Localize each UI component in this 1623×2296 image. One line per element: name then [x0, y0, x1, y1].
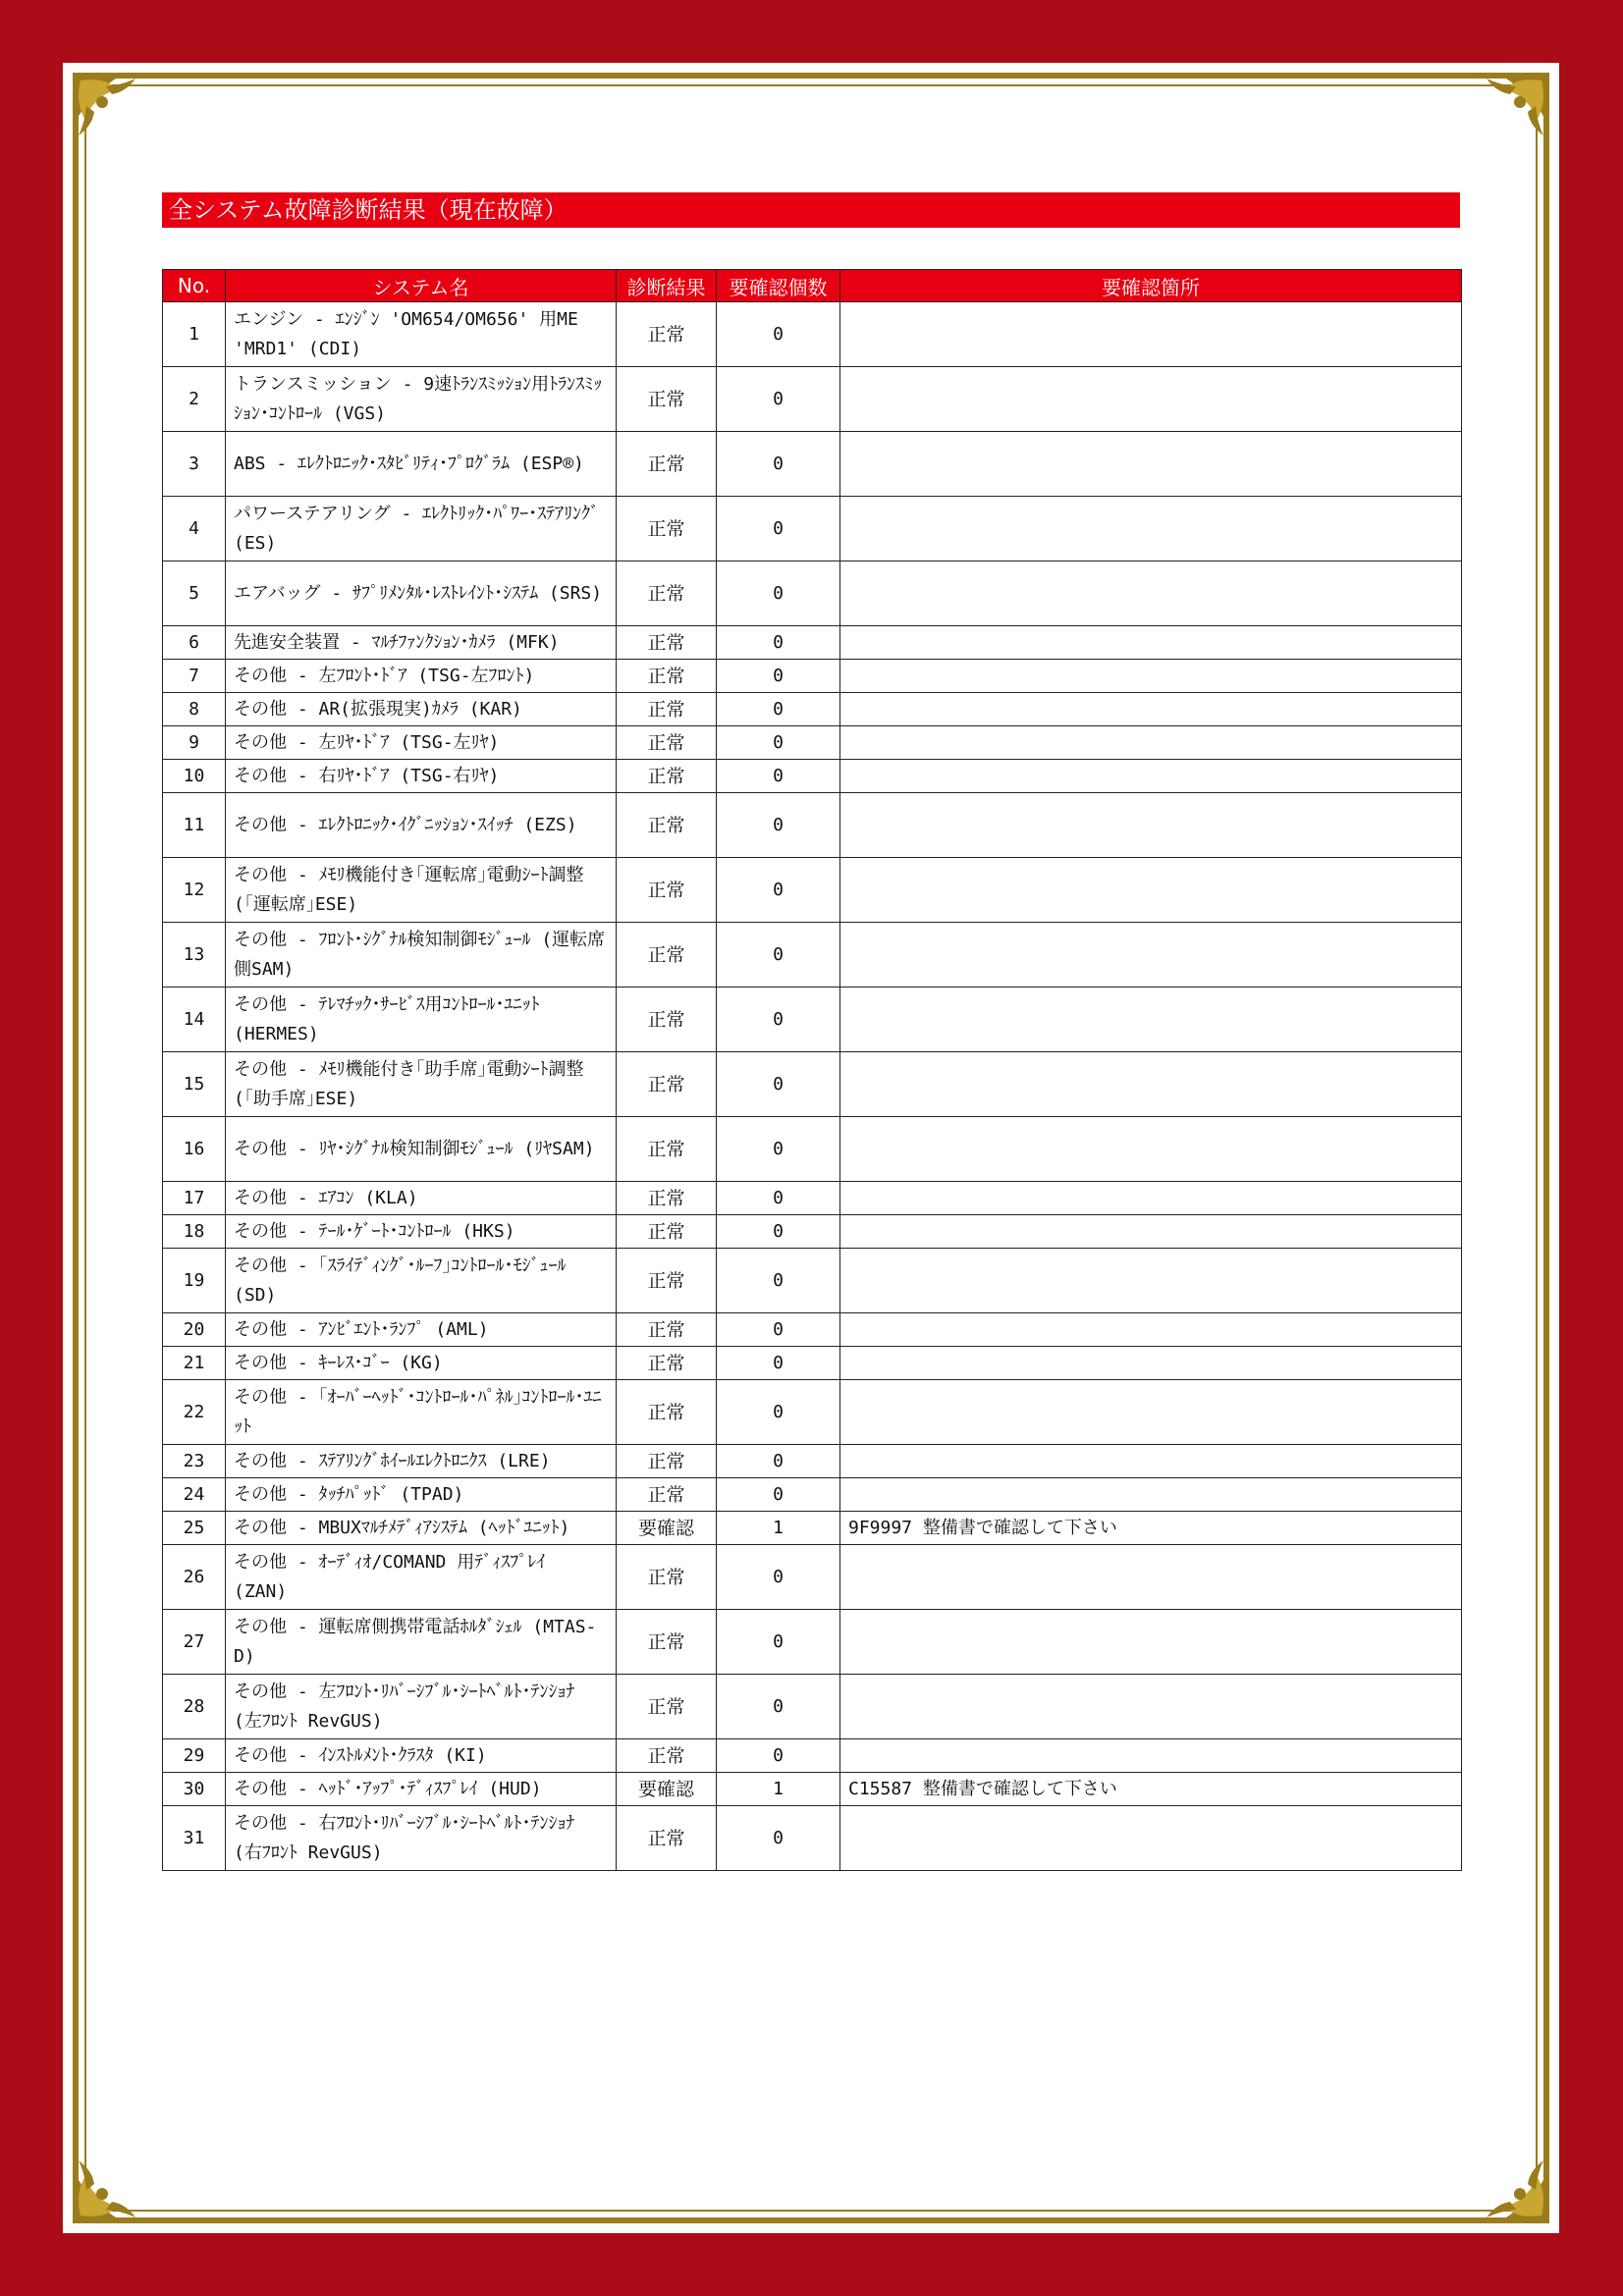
check-count: 0: [717, 1052, 840, 1117]
check-location: [840, 497, 1462, 561]
check-location: [840, 1215, 1462, 1249]
table-row: [163, 1478, 1462, 1512]
check-count: 0: [717, 793, 840, 858]
system-name: その他 - ﾘﾔ･ｼｸﾞﾅﾙ検知制御ﾓｼﾞｭｰﾙ (ﾘﾔSAM): [226, 1117, 617, 1182]
row-number: 24: [163, 1478, 226, 1512]
check-location: [840, 693, 1462, 726]
check-location: C15587 整備書で確認して下さい: [840, 1773, 1462, 1806]
diagnosis-result: 正常: [617, 302, 717, 367]
table-row: [163, 793, 1462, 858]
system-name: その他 - ﾒﾓﾘ機能付き｢運転席｣電動ｼｰﾄ調整 (｢運転席｣ESE): [226, 858, 617, 923]
check-location: [840, 1249, 1462, 1313]
system-name: その他 - 右ﾌﾛﾝﾄ･ﾘﾊﾞｰｼﾌﾞﾙ･ｼｰﾄﾍﾞﾙﾄ･ﾃﾝｼｮﾅ (右ﾌﾛﾝﾄ RevGUS): [226, 1806, 617, 1871]
diagnosis-result: 正常: [617, 988, 717, 1052]
row-number: 9: [163, 726, 226, 760]
diagnosis-result: 正常: [617, 1675, 717, 1739]
system-name: その他 - ｴﾚｸﾄﾛﾆｯｸ･ｲｸﾞﾆｯｼｮﾝ･ｽｲｯﾁ (EZS): [226, 793, 617, 858]
check-location: [840, 660, 1462, 693]
check-location: [840, 988, 1462, 1052]
row-number: 31: [163, 1806, 226, 1871]
row-number: 2: [163, 367, 226, 432]
check-count: 0: [717, 497, 840, 561]
table-row: [163, 660, 1462, 693]
diagnosis-table: [162, 269, 1462, 1871]
row-number: 19: [163, 1249, 226, 1313]
check-count: 0: [717, 302, 840, 367]
check-count: 0: [717, 923, 840, 988]
check-count: 0: [717, 1806, 840, 1871]
table-row: [163, 923, 1462, 988]
table-row: [163, 1380, 1462, 1445]
table-row: [163, 1675, 1462, 1739]
diagnosis-result: 正常: [617, 923, 717, 988]
table-row: [163, 497, 1462, 561]
system-name: パワーステアリング - ｴﾚｸﾄﾘｯｸ･ﾊﾟﾜｰ･ｽﾃｱﾘﾝｸﾞ (ES): [226, 497, 617, 561]
table-row: [163, 1215, 1462, 1249]
row-number: 17: [163, 1182, 226, 1215]
check-count: 0: [717, 1313, 840, 1347]
system-name: エアバッグ - ｻﾌﾟﾘﾒﾝﾀﾙ･ﾚｽﾄﾚｲﾝﾄ･ｼｽﾃﾑ (SRS): [226, 561, 617, 626]
diagnosis-result: 正常: [617, 1313, 717, 1347]
check-count: 0: [717, 1478, 840, 1512]
check-count: 0: [717, 1380, 840, 1445]
diagnosis-result: 正常: [617, 1380, 717, 1445]
table-row: [163, 1610, 1462, 1675]
row-number: 13: [163, 923, 226, 988]
check-location: [840, 1117, 1462, 1182]
diagnosis-result: 要確認: [617, 1773, 717, 1806]
diagnosis-result: 正常: [617, 1182, 717, 1215]
check-count: 0: [717, 726, 840, 760]
diagnosis-result: 正常: [617, 660, 717, 693]
check-location: [840, 760, 1462, 793]
row-number: 26: [163, 1545, 226, 1610]
row-number: 29: [163, 1739, 226, 1773]
check-count: 0: [717, 1215, 840, 1249]
system-name: その他 - ｲﾝｽﾄﾙﾒﾝﾄ･ｸﾗｽﾀ (KI): [226, 1739, 617, 1773]
check-count: 0: [717, 1182, 840, 1215]
table-header-row: [163, 270, 1462, 302]
row-number: 15: [163, 1052, 226, 1117]
table-row: [163, 1052, 1462, 1117]
system-name: その他 - ｴｱｺﾝ (KLA): [226, 1182, 617, 1215]
system-name: その他 - AR(拡張現実)ｶﾒﾗ (KAR): [226, 693, 617, 726]
table-row: [163, 858, 1462, 923]
check-count: 0: [717, 561, 840, 626]
table-row: [163, 626, 1462, 660]
table-row: [163, 1512, 1462, 1545]
row-number: 10: [163, 760, 226, 793]
system-name: その他 - ｵｰﾃﾞｨｵ/COMAND 用ﾃﾞｨｽﾌﾟﾚｲ (ZAN): [226, 1545, 617, 1610]
row-number: 4: [163, 497, 226, 561]
row-number: 1: [163, 302, 226, 367]
system-name: その他 - ｢ｵｰﾊﾞｰﾍｯﾄﾞ･ｺﾝﾄﾛｰﾙ･ﾊﾟﾈﾙ｣ｺﾝﾄﾛｰﾙ･ﾕﾆｯﾄ: [226, 1380, 617, 1445]
check-count: 0: [717, 1545, 840, 1610]
diagnosis-result: 正常: [617, 793, 717, 858]
system-name: トランスミッション - 9速ﾄﾗﾝｽﾐｯｼｮﾝ用ﾄﾗﾝｽﾐｯｼｮﾝ･ｺﾝﾄﾛｰﾙ (VGS): [226, 367, 617, 432]
system-name: その他 - 左ﾌﾛﾝﾄ･ﾄﾞｱ (TSG-左ﾌﾛﾝﾄ): [226, 660, 617, 693]
check-count: 0: [717, 1347, 840, 1380]
header-count: 要確認個数: [717, 270, 840, 302]
system-name: エンジン - ｴﾝｼﾞﾝ 'OM654/OM656' 用ME 'MRD1' (CDI): [226, 302, 617, 367]
system-name: その他 - ﾒﾓﾘ機能付き｢助手席｣電動ｼｰﾄ調整 (｢助手席｣ESE): [226, 1052, 617, 1117]
row-number: 18: [163, 1215, 226, 1249]
check-count: 0: [717, 1675, 840, 1739]
system-name: その他 - ﾃｰﾙ･ｹﾞｰﾄ･ｺﾝﾄﾛｰﾙ (HKS): [226, 1215, 617, 1249]
check-count: 1: [717, 1512, 840, 1545]
check-location: [840, 302, 1462, 367]
header-no: No.: [163, 270, 226, 302]
system-name: その他 - 左ﾌﾛﾝﾄ･ﾘﾊﾞｰｼﾌﾞﾙ･ｼｰﾄﾍﾞﾙﾄ･ﾃﾝｼｮﾅ (左ﾌﾛﾝﾄ RevGUS): [226, 1675, 617, 1739]
system-name: その他 - ﾍｯﾄﾞ･ｱｯﾌﾟ･ﾃﾞｨｽﾌﾟﾚｲ (HUD): [226, 1773, 617, 1806]
diagnosis-result: 正常: [617, 1739, 717, 1773]
diagnosis-result: 正常: [617, 693, 717, 726]
system-name: その他 - ﾌﾛﾝﾄ･ｼｸﾞﾅﾙ検知制御ﾓｼﾞｭｰﾙ (運転席側SAM): [226, 923, 617, 988]
row-number: 14: [163, 988, 226, 1052]
check-count: 0: [717, 858, 840, 923]
check-location: [840, 1545, 1462, 1610]
check-location: [840, 561, 1462, 626]
system-name: その他 - 右ﾘﾔ･ﾄﾞｱ (TSG-右ﾘﾔ): [226, 760, 617, 793]
row-number: 12: [163, 858, 226, 923]
check-count: 0: [717, 1610, 840, 1675]
row-number: 16: [163, 1117, 226, 1182]
corner-ornament-icon: [1461, 67, 1555, 161]
diagnosis-result: 正常: [617, 726, 717, 760]
diagnosis-result: 正常: [617, 1347, 717, 1380]
table-row: [163, 1249, 1462, 1313]
table-row: [163, 1117, 1462, 1182]
check-location: [840, 432, 1462, 497]
diagnosis-result: 正常: [617, 760, 717, 793]
diagnosis-result: 正常: [617, 858, 717, 923]
table-row: [163, 1773, 1462, 1806]
table-body: [163, 302, 1462, 1871]
table-row: [163, 726, 1462, 760]
check-count: 0: [717, 1739, 840, 1773]
row-number: 27: [163, 1610, 226, 1675]
corner-ornament-icon: [1461, 2135, 1555, 2229]
diagnosis-result: 正常: [617, 1117, 717, 1182]
corner-ornament-icon: [67, 67, 161, 161]
system-name: その他 - 運転席側携帯電話ﾎﾙﾀﾞｼｪﾙ (MTAS-D): [226, 1610, 617, 1675]
check-location: [840, 858, 1462, 923]
check-location: 9F9997 整備書で確認して下さい: [840, 1512, 1462, 1545]
table-row: [163, 1445, 1462, 1478]
check-location: [840, 793, 1462, 858]
system-name: その他 - ｷｰﾚｽ･ｺﾞｰ (KG): [226, 1347, 617, 1380]
table-row: [163, 1182, 1462, 1215]
check-location: [840, 626, 1462, 660]
system-name: 先進安全装置 - ﾏﾙﾁﾌｧﾝｸｼｮﾝ･ｶﾒﾗ (MFK): [226, 626, 617, 660]
row-number: 28: [163, 1675, 226, 1739]
check-location: [840, 1182, 1462, 1215]
check-location: [840, 367, 1462, 432]
check-location: [840, 726, 1462, 760]
row-number: 21: [163, 1347, 226, 1380]
row-number: 7: [163, 660, 226, 693]
diagnosis-result: 正常: [617, 561, 717, 626]
table-row: [163, 1806, 1462, 1871]
table-row: [163, 760, 1462, 793]
report-title: 全システム故障診断結果（現在故障）: [162, 192, 1460, 228]
row-number: 22: [163, 1380, 226, 1445]
check-count: 0: [717, 367, 840, 432]
diagnosis-result: 正常: [617, 497, 717, 561]
system-name: その他 - ﾀｯﾁﾊﾟｯﾄﾞ (TPAD): [226, 1478, 617, 1512]
system-name: ABS - ｴﾚｸﾄﾛﾆｯｸ･ｽﾀﾋﾞﾘﾃｨ･ﾌﾟﾛｸﾞﾗﾑ (ESP®): [226, 432, 617, 497]
corner-ornament-icon: [67, 2135, 161, 2229]
header-system: システム名: [226, 270, 617, 302]
row-number: 3: [163, 432, 226, 497]
header-result: 診断結果: [617, 270, 717, 302]
diagnosis-result: 正常: [617, 1445, 717, 1478]
table-row: [163, 1545, 1462, 1610]
check-location: [840, 1445, 1462, 1478]
check-count: 0: [717, 432, 840, 497]
system-name: その他 - ｱﾝﾋﾞｴﾝﾄ･ﾗﾝﾌﾟ (AML): [226, 1313, 617, 1347]
report-page: [63, 63, 1559, 2233]
check-count: 0: [717, 693, 840, 726]
check-count: 0: [717, 1445, 840, 1478]
check-location: [840, 1380, 1462, 1445]
diagnosis-result: 正常: [617, 1478, 717, 1512]
system-name: その他 - 左ﾘﾔ･ﾄﾞｱ (TSG-左ﾘﾔ): [226, 726, 617, 760]
diagnosis-result: 正常: [617, 1610, 717, 1675]
check-count: 0: [717, 626, 840, 660]
check-count: 0: [717, 1249, 840, 1313]
row-number: 23: [163, 1445, 226, 1478]
table-row: [163, 432, 1462, 497]
row-number: 8: [163, 693, 226, 726]
table-row: [163, 302, 1462, 367]
check-location: [840, 1610, 1462, 1675]
diagnosis-result: 正常: [617, 432, 717, 497]
check-location: [840, 1675, 1462, 1739]
check-count: 0: [717, 660, 840, 693]
row-number: 5: [163, 561, 226, 626]
system-name: その他 - ﾃﾚﾏﾁｯｸ･ｻｰﾋﾞｽ用ｺﾝﾄﾛｰﾙ･ﾕﾆｯﾄ (HERMES): [226, 988, 617, 1052]
row-number: 30: [163, 1773, 226, 1806]
table-row: [163, 1313, 1462, 1347]
header-location: 要確認箇所: [840, 270, 1462, 302]
row-number: 11: [163, 793, 226, 858]
diagnosis-result: 正常: [617, 1249, 717, 1313]
check-location: [840, 1478, 1462, 1512]
table-row: [163, 367, 1462, 432]
check-location: [840, 1052, 1462, 1117]
check-count: 0: [717, 988, 840, 1052]
diagnosis-result: 正常: [617, 1806, 717, 1871]
diagnosis-result: 正常: [617, 626, 717, 660]
check-count: 0: [717, 760, 840, 793]
table-row: [163, 1347, 1462, 1380]
table-row: [163, 693, 1462, 726]
system-name: その他 - ｽﾃｱﾘﾝｸﾞﾎｲｰﾙｴﾚｸﾄﾛﾆｸｽ (LRE): [226, 1445, 617, 1478]
row-number: 20: [163, 1313, 226, 1347]
system-name: その他 - ｢ｽﾗｲﾃﾞｨﾝｸﾞ･ﾙｰﾌ｣ｺﾝﾄﾛｰﾙ･ﾓｼﾞｭｰﾙ (SD): [226, 1249, 617, 1313]
diagnosis-result: 正常: [617, 1545, 717, 1610]
row-number: 25: [163, 1512, 226, 1545]
check-location: [840, 1806, 1462, 1871]
check-location: [840, 923, 1462, 988]
check-location: [840, 1739, 1462, 1773]
table-row: [163, 988, 1462, 1052]
table-row: [163, 1739, 1462, 1773]
diagnosis-result: 正常: [617, 367, 717, 432]
system-name: その他 - MBUXﾏﾙﾁﾒﾃﾞｨｱｼｽﾃﾑ (ﾍｯﾄﾞﾕﾆｯﾄ): [226, 1512, 617, 1545]
check-count: 0: [717, 1117, 840, 1182]
row-number: 6: [163, 626, 226, 660]
check-location: [840, 1347, 1462, 1380]
diagnosis-result: 正常: [617, 1215, 717, 1249]
table-row: [163, 561, 1462, 626]
diagnosis-result: 正常: [617, 1052, 717, 1117]
check-location: [840, 1313, 1462, 1347]
diagnosis-result: 要確認: [617, 1512, 717, 1545]
check-count: 1: [717, 1773, 840, 1806]
